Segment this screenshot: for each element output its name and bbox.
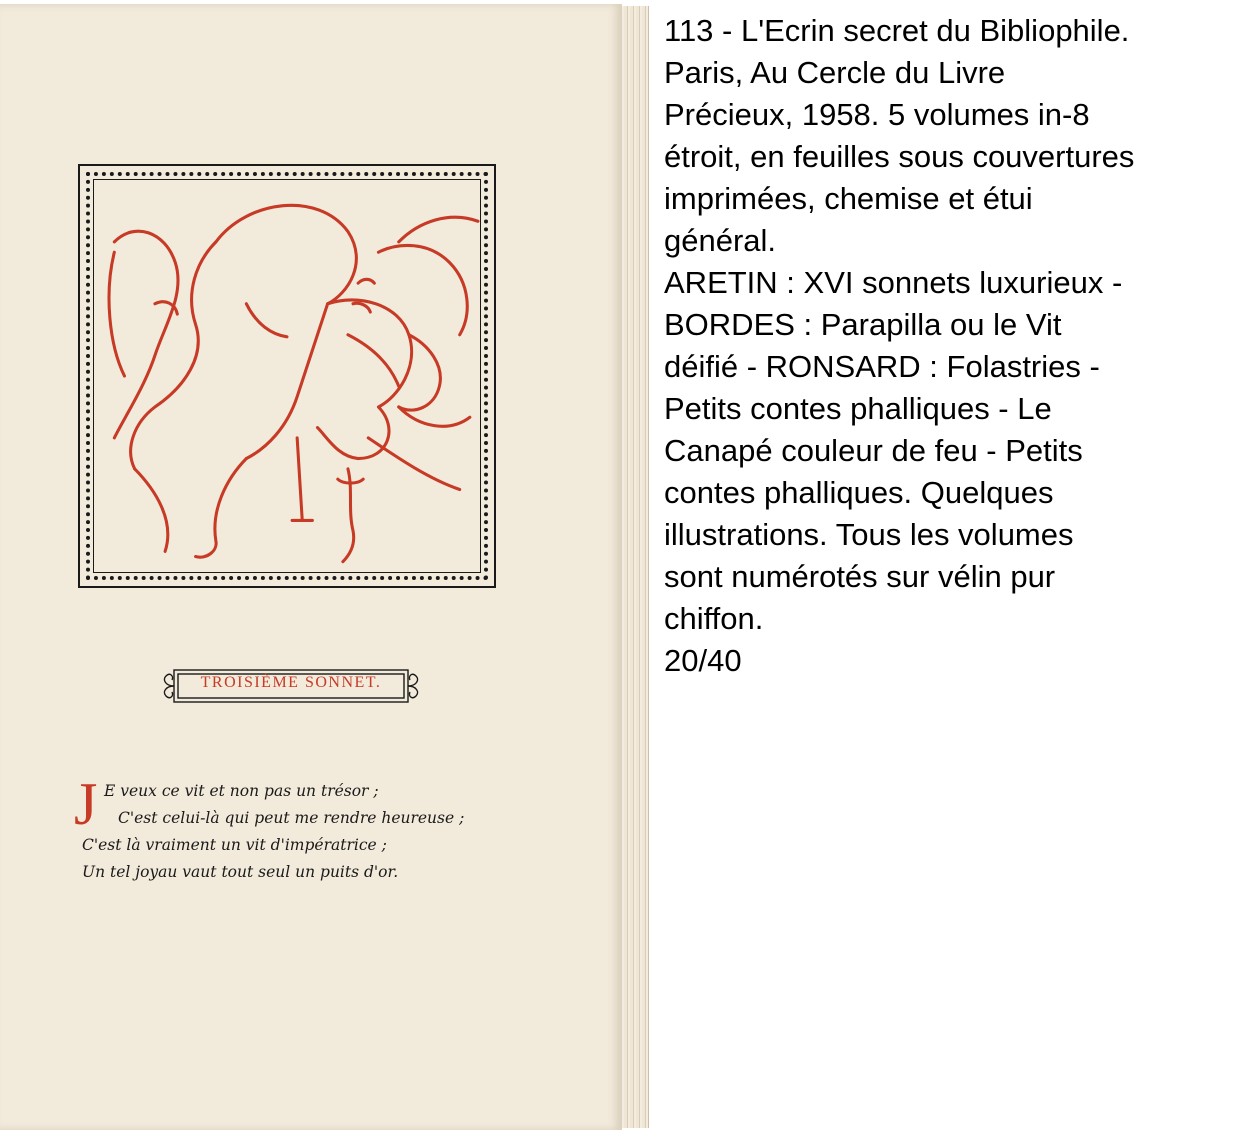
ornamental-border (86, 172, 488, 580)
description-line: Précieux, 1958. 5 volumes in-8 (664, 97, 1090, 132)
description-line: BORDES : Parapilla ou le Vit (664, 307, 1062, 342)
description-line: déifié - RONSARD : Folastries - (664, 349, 1100, 384)
book-page (0, 4, 622, 1130)
illustration-drawing (94, 180, 480, 572)
poem-line: E veux ce vit et non pas un trésor ; (104, 782, 379, 800)
description-line: chiffon. (664, 601, 764, 636)
description-line: contes phalliques. Quelques (664, 475, 1054, 510)
lot-description (664, 10, 1230, 682)
description-line: 20/40 (664, 643, 742, 678)
drop-cap-letter: J (74, 771, 98, 837)
red-line-illustration (93, 179, 481, 573)
poem-line: Un tel joyau vaut tout seul un puits d'or. (82, 863, 399, 881)
description-line: illustrations. Tous les volumes (664, 517, 1074, 552)
description-line: étroit, en feuilles sous couvertures (664, 139, 1135, 174)
chapter-cartouche (160, 664, 422, 708)
description-line: Petits contes phalliques - Le (664, 391, 1052, 426)
description-line: général. (664, 223, 777, 258)
description-line: Canapé couleur de feu - Petits (664, 433, 1083, 468)
poem-line: C'est celui-là qui peut me rendre heureuse ; (118, 809, 465, 827)
description-line: Paris, Au Cercle du Livre (664, 55, 1006, 90)
description-line: 113 - L'Ecrin secret du Bibliophile. (664, 13, 1130, 48)
description-line: ARETIN : XVI sonnets luxurieux - (664, 265, 1123, 300)
sonnet-text (74, 771, 494, 886)
illustration-frame (78, 164, 496, 588)
cartouche-title: TROISIÈME SONNET. (200, 674, 382, 691)
description-line: imprimées, chemise et étui (664, 181, 1033, 216)
description-line: sont numérotés sur vélin pur (664, 559, 1056, 594)
poem-line: C'est là vraiment un vit d'impératrice ; (82, 836, 387, 854)
